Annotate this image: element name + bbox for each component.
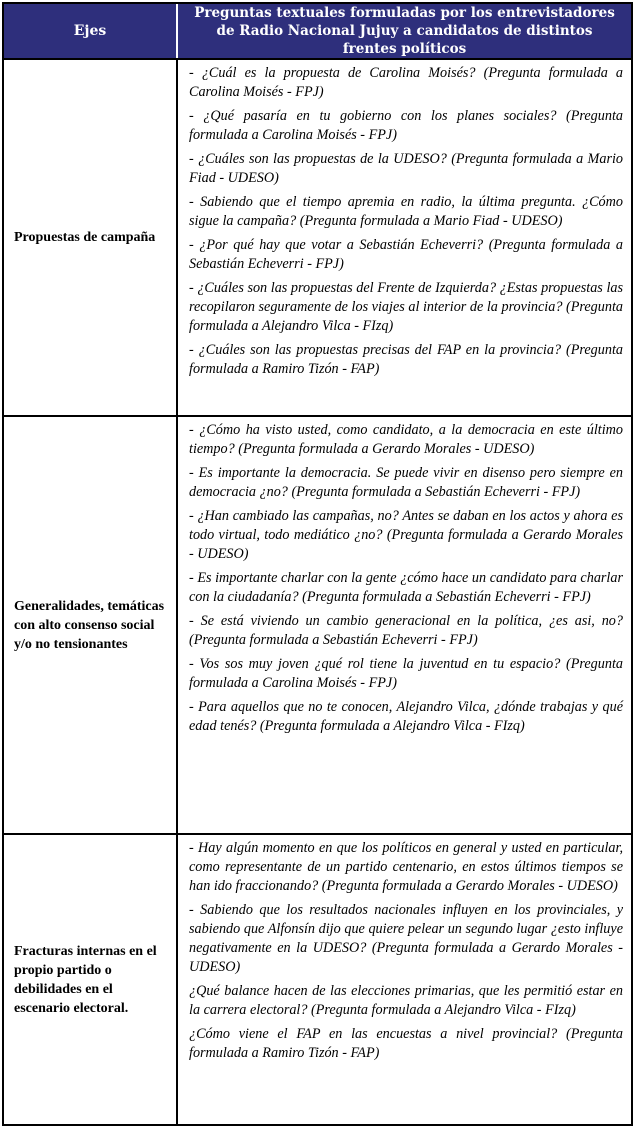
question-item: - Para aquellos que no te conocen, Alejandro Vilca, ¿dónde trabajas y qué edad tenés? (Pregunta formulada a Alejandro Vilca - FIzq) — [189, 699, 623, 734]
question-item: - ¿Cómo ha visto usted, como candidato, a la democracia en este último tiempo? (Pregunta formulada a Gerardo Morales - UDESO) — [189, 422, 623, 457]
questions-cell — [178, 417, 631, 833]
question-item: - Hay algún momento en que los políticos en general y usted en particular, como representante de un partido centenario, en estos últimos tiempos se han ido fraccionando? (Pregunta formulada a Gerardo Morales - UDESO) — [189, 840, 623, 894]
header-ejes: Ejes — [4, 4, 178, 58]
question-item: - ¿Qué pasaría en tu gobierno con los planes sociales? (Pregunta formulada a Carolina Moisés - FPJ) — [189, 108, 623, 143]
axis-cell: Propuestas de campaña — [4, 60, 178, 415]
question-item: - Sabiendo que los resultados nacionales influyen en los provinciales, y sabiendo que Alfonsín dijo que quiere pelear un segundo lugar ¿esto influye negativamente en la UDESO? (Pregunta formulada a Gerardo Morales - UDESO) — [189, 902, 623, 975]
question-item: - ¿Cuáles son las propuestas de la UDESO? (Pregunta formulada a Mario Fiad - UDESO) — [189, 151, 623, 186]
question-item: ¿Cómo viene el FAP en las encuestas a nivel provincial? (Pregunta formulada a Ramiro Tizón - FAP) — [189, 1026, 623, 1061]
question-item: - ¿Cuáles son las propuestas precisas del FAP en la provincia? (Pregunta formulada a Ramiro Tizón - FAP) — [189, 342, 623, 377]
question-item: - ¿Han cambiado las campañas, no? Antes se daban en los actos y ahora es todo virtual, todo mediático ¿no? (Pregunta formulada a Gerardo Morales - UDESO) — [189, 508, 623, 562]
axis-cell: Fracturas internas en el propio partido o debilidades en el escenario electoral. — [4, 835, 178, 1124]
question-item: - Vos sos muy joven ¿qué rol tiene la juventud en tu espacio? (Pregunta formulada a Carolina Moisés - FPJ) — [189, 656, 623, 691]
questions-cell — [178, 60, 631, 415]
question-item: - Sabiendo que el tiempo apremia en radio, la última pregunta. ¿Cómo sigue la campaña? (Pregunta formulada a Mario Fiad - UDESO) — [189, 194, 623, 229]
question-item: - ¿Cuáles son las propuestas del Frente de Izquierda? ¿Estas propuestas las recopilaron seguramente de los viajes al interior de la provincia? (Pregunta formulada a Alejandro Vilca - FIzq) — [189, 280, 623, 334]
question-item: - Es importante charlar con la gente ¿cómo hace un candidato para charlar con la ciudadanía? (Pregunta formulada a Sebastián Echeverri - FPJ) — [189, 570, 623, 605]
table-header — [4, 4, 631, 58]
table-row-fracturas — [4, 833, 631, 1124]
question-item: - Es importante la democracia. Se puede vivir en disenso pero siempre en democracia ¿no? (Pregunta formulada a Sebastián Echeverri - FPJ) — [189, 465, 623, 500]
axis-cell: Generalidades, temáticas con alto consenso social y/o no tensionantes — [4, 417, 178, 833]
table-row-generalidades — [4, 415, 631, 833]
question-item: - ¿Por qué hay que votar a Sebastián Echeverri? (Pregunta formulada a Sebastián Echeverri - FPJ) — [189, 237, 623, 272]
questions-table — [2, 2, 633, 1126]
table-row-propuestas — [4, 58, 631, 415]
question-item: ¿Qué balance hacen de las elecciones primarias, que les permitió estar en la carrera electoral? (Pregunta formulada a Alejandro Vilca - FIzq) — [189, 983, 623, 1018]
question-item: - ¿Cuál es la propuesta de Carolina Moisés? (Pregunta formulada a Carolina Moisés - FPJ) — [189, 65, 623, 100]
questions-cell — [178, 835, 631, 1124]
header-preguntas: Preguntas textuales formuladas por los entrevistadores de Radio Nacional Jujuy a candidatos de distintos frentes políticos — [194, 5, 615, 57]
question-item: - Se está viviendo un cambio generacional en la política, ¿es asi, no? (Pregunta formulada a Sebastián Echeverri - FPJ) — [189, 613, 623, 648]
